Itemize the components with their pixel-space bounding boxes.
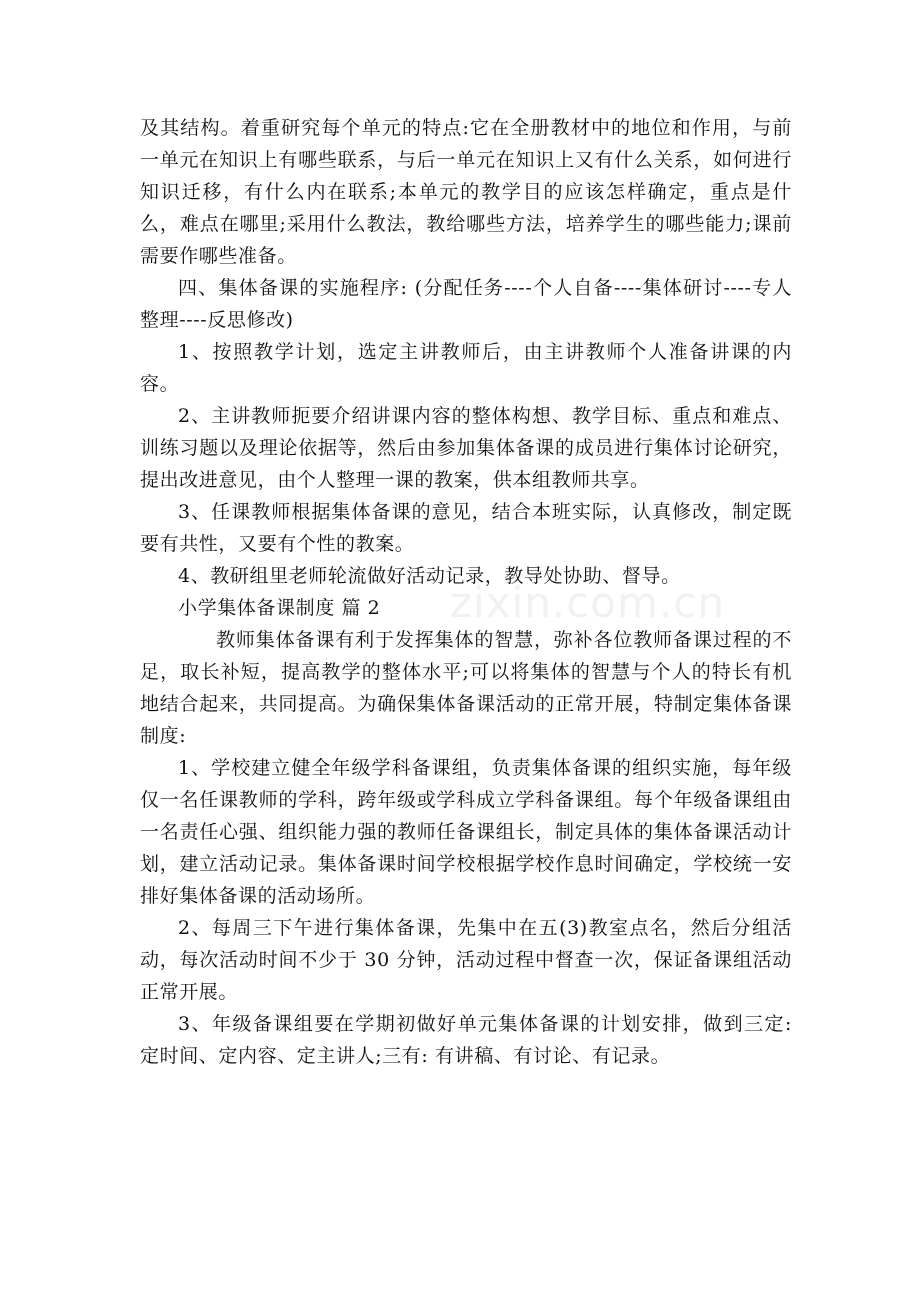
paragraph-continuation: 及其结构。着重研究每个单元的特点:它在全册教材中的地位和作用，与前一单元在知识上有哪些联系，与后一单元在知识上又有什么关系，如何进行知识迁移，有什么内在联系;本单元的教学目的应该怎样确定，重点是什么，难点在哪里;采用什么教法，教给哪些方法，培养学生的哪些能力;课前需要作哪些准备。 — [140, 117, 792, 267]
intro-paragraph: 教师集体备课有利于发挥集体的智慧，弥补各位教师备课过程的不足，取长补短，提高教学的整体水平;可以将集体的智慧与个人的特长有机地结合起来，共同提高。为确保集体备课活动的正常开展，特制定集体备课制度: — [140, 629, 792, 747]
list-item: 4、教研组里老师轮流做好活动记录，教导处协助、督导。 — [178, 565, 681, 587]
list-item: 3、任课教师根据集体备课的意见，结合本班实际，认真修改，制定既要有共性，又要有个性的教案。 — [140, 501, 792, 555]
list-item: 2、每周三下午进行集体备课，先集中在五(3)教室点名，然后分组活动，每次活动时间不少于 30 分钟，活动过程中督查一次，保证备课组活动正常开展。 — [140, 917, 792, 1003]
watermark-text: zixin.com.cn — [450, 578, 725, 627]
list-item: 2、主讲教师扼要介绍讲课内容的整体构想、教学目标、重点和难点、训练习题以及理论依据等，然后由参加集体备课的成员进行集体讨论研究，提出改进意见，由个人整理一课的教案，供本组教师共享。 — [140, 405, 792, 491]
section-heading-four: 四、集体备课的实施程序: (分配任务----个人自备----集体研讨----专人整理----反思修改) — [140, 277, 792, 331]
list-item: 1、学校建立健全年级学科备课组，负责集体备课的组织实施，每年级仅一名任课教师的学科，跨年级或学科成立学科备课组。每个年级备课组由一名责任心强、组织能力强的教师任备课组长，制定具体的集体备课活动计划，建立活动记录。集体备课时间学校根据学校作息时间确定，学校统一安排好集体备课的活动场所。 — [140, 757, 792, 907]
document-body — [140, 112, 792, 1072]
list-item: 1、按照教学计划，选定主讲教师后，由主讲教师个人准备讲课的内容。 — [140, 341, 792, 395]
article-title: 小学集体备课制度 篇 2 — [178, 597, 381, 619]
list-item: 3、年级备课组要在学期初做好单元集体备课的计划安排，做到三定: 定时间、定内容、定主讲人;三有: 有讲稿、有讨论、有记录。 — [140, 1013, 792, 1067]
